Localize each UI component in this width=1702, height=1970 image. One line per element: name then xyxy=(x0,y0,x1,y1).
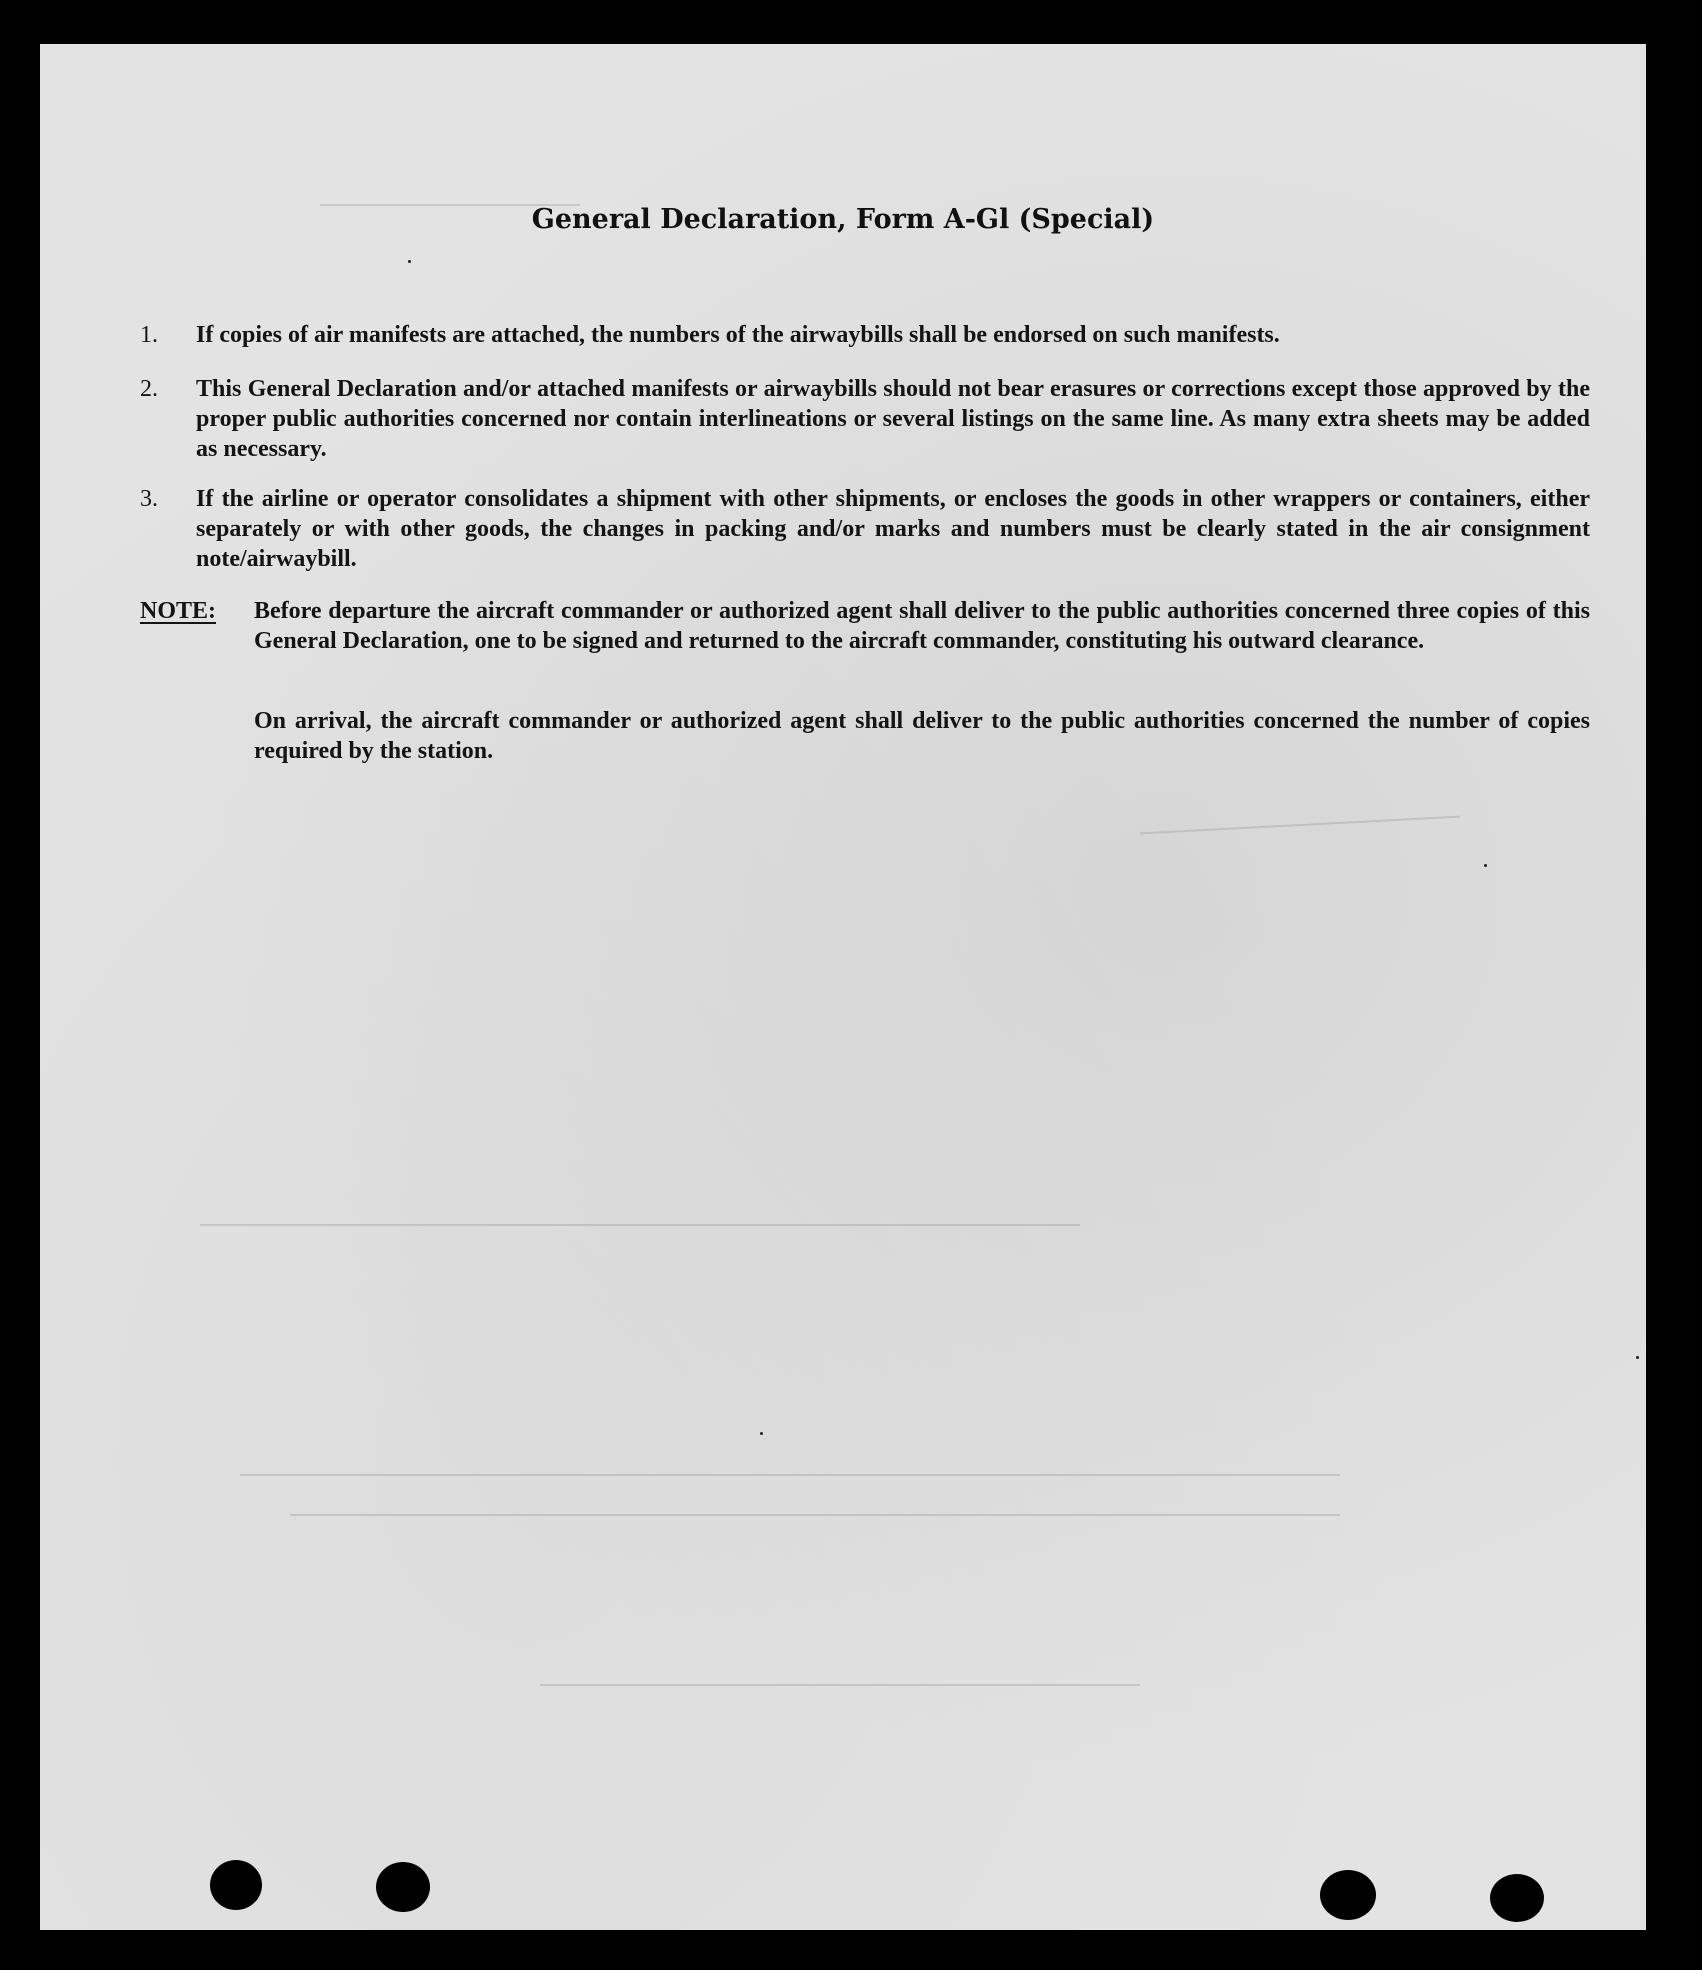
punch-hole xyxy=(1320,1870,1376,1920)
list-item-number: 2. xyxy=(140,376,158,402)
speck xyxy=(760,1432,763,1435)
note-paragraph: Before departure the aircraft commander or authorized agent shall deliver to the public authorities concerned three copies of this General Declaration, one to be signed and returned to the aircraft commander, constituting his outward clearance. xyxy=(254,598,1590,654)
clip-mark xyxy=(308,1940,394,1970)
punch-hole xyxy=(1490,1874,1544,1922)
bleed-through-mark xyxy=(540,1684,1140,1686)
list-item-number: 3. xyxy=(140,486,158,512)
bleed-through-mark xyxy=(290,1514,1340,1516)
speck xyxy=(408,260,411,263)
list-item-text: This General Declaration and/or attached manifests or airwaybills should not bear erasures or corrections except those approved by the proper public authorities concerned nor contain interlineations or several listings on the same line. As many extra sheets may be added as necessary. xyxy=(196,376,1590,462)
punch-hole xyxy=(376,1862,430,1912)
bleed-through-mark xyxy=(240,1474,1340,1476)
list-item-text: If the airline or operator consolidates a shipment with other shipments, or encloses the goods in other wrappers or containers, either separately or with other goods, the changes in packing and/or marks and numbers must be clearly stated in the air consignment note/airwaybill. xyxy=(196,486,1590,572)
list-item-number: 1. xyxy=(140,322,158,348)
bleed-through-mark xyxy=(200,1224,1080,1226)
punch-hole xyxy=(210,1860,262,1910)
note-paragraph: On arrival, the aircraft commander or authorized agent shall deliver to the public authorities concerned the number of copies required by the station. xyxy=(254,708,1590,764)
note-label: NOTE: xyxy=(140,598,217,624)
speck xyxy=(1636,1356,1639,1359)
bleed-through-mark xyxy=(1140,816,1460,835)
list-item-text: If copies of air manifests are attached, the numbers of the airwaybills shall be endorsed on such manifests. xyxy=(196,322,1280,348)
page-title: General Declaration, Form A-Gl (Special) xyxy=(531,204,1155,235)
speck xyxy=(1484,864,1487,867)
document-page xyxy=(40,44,1646,1930)
